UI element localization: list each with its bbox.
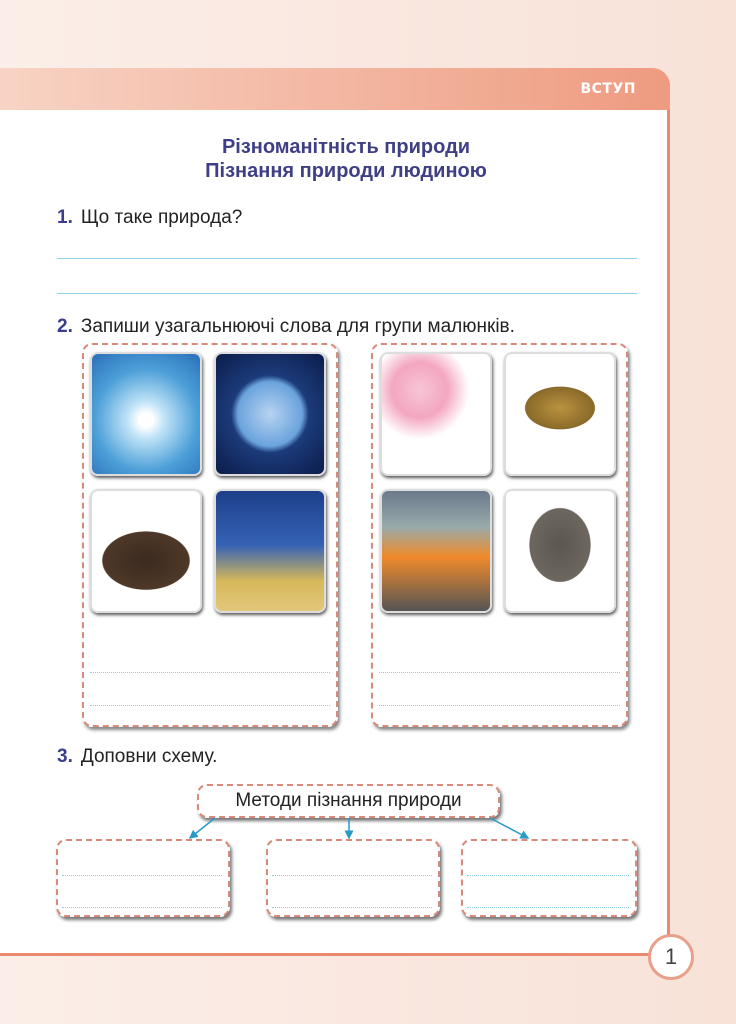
question-number: 1. — [57, 207, 73, 228]
answer-line[interactable] — [272, 875, 432, 876]
answer-line[interactable] — [272, 907, 432, 908]
question-text: Доповни схему. — [80, 746, 218, 767]
question-text: Запиши узагальнюючі слова для групи малюнків. — [80, 316, 515, 337]
question-number: 3. — [57, 746, 73, 767]
section-label: ВСТУП — [580, 81, 636, 97]
scheme-answer-box-1[interactable] — [56, 839, 230, 917]
arrow-left — [190, 818, 215, 838]
arrow-right — [490, 818, 528, 838]
answer-line[interactable] — [62, 907, 222, 908]
scheme-answer-box-2[interactable] — [266, 839, 440, 917]
answer-line[interactable] — [467, 875, 629, 876]
page-subtitle: Пізнання природи людиною — [205, 160, 487, 182]
scheme-answer-box-3[interactable] — [461, 839, 637, 917]
scheme-root: Методи пізнання природи — [197, 784, 500, 818]
question-text: Що таке природа? — [80, 207, 243, 228]
page-number: 1 — [648, 934, 694, 980]
answer-line[interactable] — [62, 875, 222, 876]
answer-line[interactable] — [467, 907, 629, 908]
page-title: Різноманітність природи — [221, 136, 471, 158]
question-number: 2. — [57, 316, 73, 337]
